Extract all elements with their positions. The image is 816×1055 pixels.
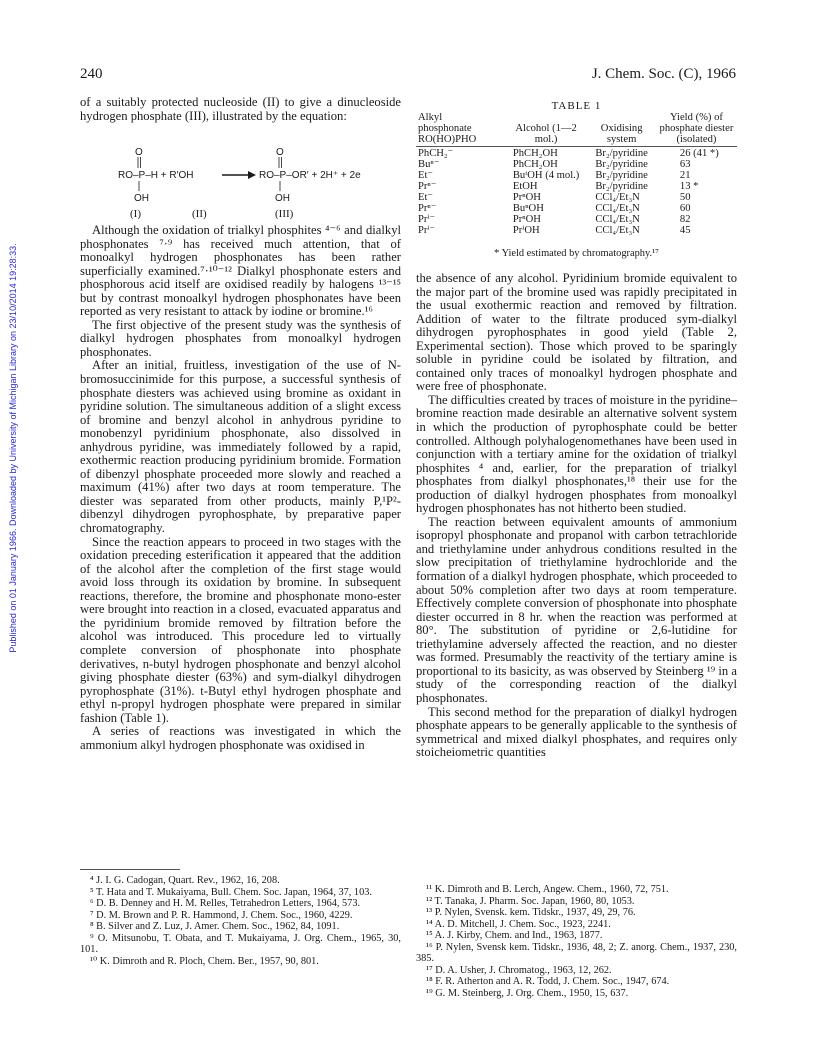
table-header-alcohol: Alcohol (1—2 mol.)	[499, 112, 581, 147]
footnote-rule	[80, 869, 180, 870]
reference-item: ¹⁶ P. Nylen, Svensk kem. Tidskr., 1936, 48, 2; Z. anorg. Chem., 1937, 230, 385.	[416, 941, 737, 964]
table-cell: CCl₄/Et₃N	[595, 203, 640, 214]
right-column-body	[416, 272, 737, 760]
table-cell: 13 *	[679, 181, 699, 192]
table-row	[416, 225, 737, 236]
compound-label-3: (III)	[275, 208, 294, 220]
table-cell: 60	[679, 203, 691, 214]
paragraph-difficulties: The difficulties created by traces of moisture in the pyridine–bromine reaction made desirable an alternative solvent system in which the production of pyrophosphate could be better controlled. Although polyhalogenomethanes have been used in conjunction with a tertiary amine for the oxidation of trialkyl phosphites ⁴ and, earlier, for the preparation of trialkyl phosphates from dialkyl phosphonates,¹⁸ their use for the production of dialkyl hydrogen phosphates from monoalkyl hydrogen phosphonates has not hitherto been studied.	[416, 392, 737, 516]
table-cell: 50	[679, 192, 691, 203]
table-row	[416, 192, 737, 203]
table-cell: 45	[679, 225, 691, 236]
download-notice-text: Published on 01 January 1966. Downloaded by University of Michigan Library on 23/10/2014 19:28:33.	[8, 243, 18, 653]
table-header-yield: Yield (%) of phosphate diester (isolated)	[650, 112, 737, 147]
table-cell: PrⁿOH	[512, 214, 541, 225]
table-row	[416, 147, 737, 160]
reference-item: ¹⁵ A. J. Kirby, Chem. and Ind., 1963, 1877.	[426, 930, 603, 941]
reference-item: ⁵ T. Hata and T. Mukaiyama, Bull. Chem. Soc. Japan, 1964, 37, 103.	[90, 886, 372, 898]
table-cell: PrⁱOH	[512, 225, 540, 236]
table-cell: 63	[679, 159, 691, 170]
table-header-oxidising: Oxidising system	[581, 112, 650, 147]
table-cell: PhCH₂⁻	[416, 147, 499, 160]
reference-item: ¹² T. Tanaka, J. Pharm. Soc. Japan, 1960, 80, 1053.	[426, 895, 635, 907]
table-title: TABLE 1	[551, 100, 602, 112]
table-cell: 26 (41 *)	[650, 147, 737, 160]
table-cell: Prⁱ⁻	[418, 225, 436, 236]
oxygen-label-left: O	[135, 147, 143, 158]
table-cell: BuᵗOH (4 mol.)	[512, 170, 580, 181]
table-footnote: * Yield estimated by chromatography.¹⁷	[494, 248, 659, 259]
table-cell: CCl₄/Et₃N	[595, 214, 640, 225]
table-cell: Br₂/pyridine	[595, 170, 648, 181]
reference-item: ⁸ B. Silver and Z. Luz, J. Amer. Chem. Soc., 1962, 84, 1091.	[90, 921, 340, 932]
table-cell: Buⁿ⁻	[418, 159, 440, 170]
table-cell: BuⁿOH	[512, 203, 544, 214]
references-left	[80, 875, 401, 967]
product-formula: RO–P–OR′ + 2H⁺ + 2e	[259, 170, 361, 181]
table-cell: CCl₄/Et₃N	[595, 192, 640, 203]
compound-label-1: (I)	[130, 208, 141, 220]
reference-item: ¹⁴ A. D. Mitchell, J. Chem. Soc., 1923, 2241.	[426, 918, 611, 930]
table-cell: PhCH₂OH	[499, 147, 581, 160]
paragraph-bromine-synthesis: After an initial, fruitless, investigation of the use of N-bromosuccinimide for this purpose, a successful synthesis of phosphate diesters was achieved using bromine as oxidant in pyridine solution. The simultaneous addition of a slight excess of bromine and benzyl alcohol in anhydrous pyridine to monobenzyl pyridinium phosphonate, also dissolved in anhydrous pyridine, was immediately followed by a rapid, exothermic reaction producing pyridinium bromide. Formation of dibenzyl phosphate proceeded more slowly and reached a maximum (41%) after two days at room temperature. The diester was separated from other products, mainly P,¹P²-dibenzyl dihydrogen pyrophosphate, by preparative paper chromatography.	[80, 358, 401, 536]
download-notice	[6, 230, 20, 670]
table-cell: Prⁿ⁻	[418, 181, 437, 192]
reaction-equation	[80, 145, 401, 220]
hydroxy-label-right: OH	[275, 193, 290, 204]
reference-item: ⁹ O. Mitsunobu, T. Obata, and T. Mukaiyama, J. Org. Chem., 1965, 30, 101.	[80, 932, 401, 955]
paragraph-series: A series of reactions was investigated in which the ammonium alkyl hydrogen phosphonate was oxidised in	[80, 724, 401, 752]
paragraph-two-stage: Since the reaction appears to proceed in two stages with the oxidation preceding esterification it appeared that the addition of the alcohol after the completion of the first stage would avoid loss through its oxidation by bromine. In subsequent reactions, therefore, the bromine and phosphonate mono-ester were brought into reaction in a closed, evacuated apparatus and the pyridinium bromide removed by filtration before the alcohol was introduced. This procedure led to virtually complete conversion of phosphonate into phosphate derivatives, n-butyl hydrogen phosphonate and benzyl alcohol giving phosphate diester (63%) and sym-dialkyl dihydrogen pyrophosphate (31%). t-Butyl ethyl hydrogen phosphate and ethyl n-propyl hydrogen phosphate were prepared in similar fashion (Table 1).	[80, 534, 401, 725]
table-cell: Br₂/pyridine	[581, 147, 650, 160]
paragraph-absence-alcohol: the absence of any alcohol. Pyridinium bromide equivalent to the major part of the bromine used was rapidly precipitated in the usual exothermic reaction and removed by filtration. Addition of water to the filtrate produced sym-dialkyl dihydrogen pyrophosphates in good yield (Table 2, Experimental section). Those which proved to be sparingly soluble in pyridine could be isolated by filtration, and contained only traces of monoalkyl hydrogen phosphate and were free of phosphonate.	[416, 271, 737, 394]
table-cell: 82	[679, 214, 691, 225]
oxygen-label-right: O	[276, 147, 284, 158]
table-row	[416, 203, 737, 214]
reactant-formula: RO–P–H + R′OH	[118, 170, 194, 181]
reference-item: ⁴ J. I. G. Cadogan, Quart. Rev., 1962, 16, 208.	[90, 875, 280, 886]
yield-table	[416, 112, 737, 236]
reference-item: ¹⁰ K. Dimroth and R. Ploch, Chem. Ber., 1957, 90, 801.	[90, 955, 319, 967]
table-cell: EtOH	[512, 181, 538, 192]
table-header-phosphonate: Alkyl phosphonate RO(HO)PHO	[416, 112, 499, 147]
left-column-body	[80, 224, 401, 752]
compound-label-2: (II)	[192, 208, 207, 220]
left-intro	[80, 96, 401, 123]
references-right	[416, 884, 737, 999]
paragraph-second-method: This second method for the preparation of dialkyl hydrogen phosphate appears to be generally applicable to the synthesis of symmetrical and mixed dialkyl phosphates, and requires only stoicheiometric quantities	[416, 704, 737, 760]
reference-item: ¹⁸ F. R. Atherton and A. R. Todd, J. Chem. Soc., 1947, 674.	[426, 976, 670, 987]
reference-item: ⁶ D. B. Denney and H. M. Relles, Tetrahedron Letters, 1964, 573.	[90, 898, 361, 909]
table-cell: Prⁿ⁻	[418, 203, 437, 214]
reference-item: ⁷ D. M. Brown and P. R. Hammond, J. Chem. Soc., 1960, 4229.	[90, 909, 353, 921]
reference-item: ¹⁹ G. M. Steinberg, J. Org. Chem., 1950, 15, 637.	[426, 987, 629, 999]
table-cell: 21	[679, 170, 691, 181]
table-row	[416, 181, 737, 192]
paragraph-oxidation: Although the oxidation of trialkyl phosphites ⁴⁻⁶ and dialkyl phosphonates ⁷·⁹ has received much attention, that of monoalkyl hydrogen phosphonates has been rather superficially examined.⁷·¹⁰⁻¹² Dialkyl phosphonate esters and phosphorous acid itself are oxidised readily by halogens ¹³⁻¹⁵ but by contrast monoalkyl hydrogen phosphonates have been reported as very resistant to attack by iodine or bromine.¹⁶	[80, 223, 401, 319]
hydroxy-label-left: OH	[134, 193, 149, 204]
table-cell: CCl₄/Et₃N	[595, 225, 640, 236]
reference-item: ¹¹ K. Dimroth and B. Lerch, Angew. Chem., 1960, 72, 751.	[426, 884, 669, 895]
table-cell: Br₂/pyridine	[595, 181, 648, 192]
table-1	[416, 112, 737, 236]
journal-header: J. Chem. Soc. (C), 1966	[591, 66, 736, 82]
table-row	[416, 214, 737, 225]
table-row	[416, 170, 737, 181]
table-cell: PhCH₂OH	[512, 159, 558, 170]
paragraph-intro: of a suitably protected nucleoside (II) to give a dinucleoside hydrogen phosphate (III), illustrated by the equation:	[80, 95, 401, 123]
equation-figure	[80, 145, 401, 225]
table-cell: Et⁻	[418, 170, 434, 181]
paragraph-ammonium-reaction: The reaction between equivalent amounts of ammonium isopropyl phosphonate and propanol with carbon tetrachloride and triethylamine under anhydrous conditions resulted in the slow precipitation of triethylamine hydrochloride and the formation of a dialkyl hydrogen phosphate, which proceeded to about 50% completion after two days at room temperature. Effectively complete conversion of phosphonate into phosphate diester occurred in 8 hr. when the reaction was performed at 80°. The substitution of pyridine or 2,6-lutidine for triethylamine adversely affected the reaction, and no diester was formed. Presumably the reactivity of the tertiary amine is proportional to its basicity, as was observed by Steinberg ¹⁹ in a study of the corresponding reaction of the dialkyl phosphonates.	[416, 514, 737, 705]
table-cell: Prⁱ⁻	[418, 214, 436, 225]
paragraph-objective: The first objective of the present study was the synthesis of dialkyl hydrogen phosphates from monoalkyl hydrogen phosphonates.	[80, 317, 401, 359]
table-cell: Br₂/pyridine	[595, 159, 648, 170]
reference-item: ¹³ P. Nylen, Svensk. kem. Tidskr., 1937, 49, 29, 76.	[426, 907, 636, 918]
page-number: 240	[80, 66, 103, 82]
table-cell: PrⁿOH	[512, 192, 541, 203]
table-row	[416, 159, 737, 170]
reference-item: ¹⁷ D. A. Usher, J. Chromatog., 1963, 12, 262.	[426, 964, 612, 976]
table-cell: Et⁻	[418, 192, 434, 203]
